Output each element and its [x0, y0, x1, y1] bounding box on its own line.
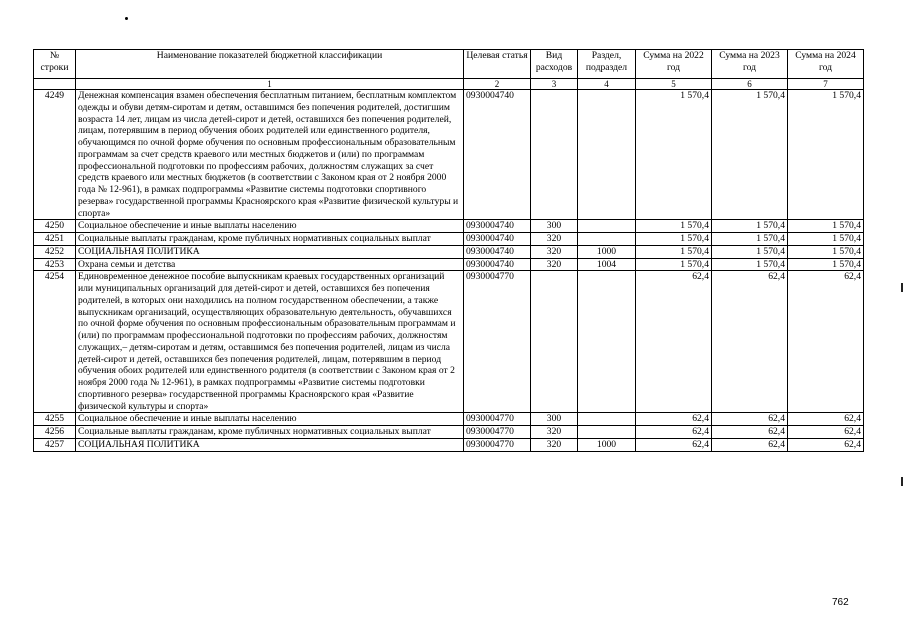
- cell-section: [578, 90, 636, 220]
- cell-name: Социальные выплаты гражданам, кроме публичных нормативных социальных выплат: [76, 426, 464, 439]
- cell-section: 1000: [578, 438, 636, 451]
- cell-type: 300: [531, 413, 578, 426]
- cell-sum-2023: 1 570,4: [712, 90, 788, 220]
- cell-sum-2022: 1 570,4: [636, 90, 712, 220]
- cell-section: [578, 426, 636, 439]
- cell-sum-2024: 1 570,4: [788, 90, 864, 220]
- scan-dot: [125, 17, 128, 20]
- cell-sum-2022: 1 570,4: [636, 220, 712, 233]
- table-row: [34, 271, 864, 413]
- table-row: [34, 233, 864, 246]
- cell-sum-2022: 1 570,4: [636, 245, 712, 258]
- cell-row-no: 4256: [34, 426, 76, 439]
- table-row: [34, 426, 864, 439]
- cell-type: [531, 271, 578, 413]
- cell-name: Социальное обеспечение и иные выплаты населению: [76, 220, 464, 233]
- cell-name: Социальное обеспечение и иные выплаты населению: [76, 413, 464, 426]
- table-row: [34, 245, 864, 258]
- cell-row-no: 4255: [34, 413, 76, 426]
- column-number-row: [34, 79, 864, 90]
- cell-sum-2024: 62,4: [788, 438, 864, 451]
- cell-section: [578, 271, 636, 413]
- cell-name: СОЦИАЛЬНАЯ ПОЛИТИКА: [76, 245, 464, 258]
- cell-row-no: 4257: [34, 438, 76, 451]
- cell-sum-2023: 1 570,4: [712, 220, 788, 233]
- cell-sum-2024: 62,4: [788, 413, 864, 426]
- cell-sum-2022: 1 570,4: [636, 258, 712, 271]
- cell-row-no: 4250: [34, 220, 76, 233]
- cell-sum-2023: 62,4: [712, 438, 788, 451]
- cell-sum-2022: 62,4: [636, 413, 712, 426]
- cell-name: Социальные выплаты гражданам, кроме публичных нормативных социальных выплат: [76, 233, 464, 246]
- cell-target: 0930004740: [464, 90, 531, 220]
- cell-target: 0930004740: [464, 258, 531, 271]
- cell-sum-2023: 1 570,4: [712, 258, 788, 271]
- table-row: [34, 220, 864, 233]
- cell-type: [531, 90, 578, 220]
- cell-target: 0930004740: [464, 245, 531, 258]
- cell-type: 320: [531, 258, 578, 271]
- cell-sum-2023: 1 570,4: [712, 233, 788, 246]
- table-row: [34, 438, 864, 451]
- header-row: [34, 50, 864, 79]
- header-name: Наименование показателей бюджетной классификации: [76, 50, 464, 79]
- header-sum-2022: Сумма на 2022 год: [636, 50, 712, 79]
- cell-sum-2024: 1 570,4: [788, 220, 864, 233]
- cell-sum-2023: 62,4: [712, 271, 788, 413]
- cell-section: [578, 413, 636, 426]
- cell-sum-2024: 62,4: [788, 271, 864, 413]
- table-row: [34, 90, 864, 220]
- header-type: Вид расходов: [531, 50, 578, 79]
- page-number: 762: [832, 597, 849, 608]
- scan-edge-mark-bottom: [901, 477, 903, 486]
- cell-target: 0930004770: [464, 413, 531, 426]
- column-number: 3: [531, 79, 578, 90]
- cell-name: Охрана семьи и детства: [76, 258, 464, 271]
- cell-type: 320: [531, 233, 578, 246]
- header-sum-2023: Сумма на 2023 год: [712, 50, 788, 79]
- table-row: [34, 413, 864, 426]
- cell-row-no: 4254: [34, 271, 76, 413]
- cell-sum-2024: 62,4: [788, 426, 864, 439]
- cell-sum-2024: 1 570,4: [788, 245, 864, 258]
- column-number: [34, 79, 76, 90]
- cell-name: Денежная компенсация взамен обеспечения бесплатным питанием, бесплатным комплектом одежды и обуви детям-сиротам и детям, оставшимся без попечения родителей, достигшим возраста 14 лет, лицам из числа детей-сирот и детей, оставшихся без попечения родителей, лицам, потерявшим в период обучения обоих родителей или единственного родителя, обучающимся по очной форме обучения по основным профессиональным образовательным программам за счет средств краевого или местных бюджетов и (или) по программам профессиональной подготовки по профессиям рабочих, должностям служащих за счет средств краевого или местных бюджетов (в соответствии с Законом края от 2 ноября 2000 года № 12-961), в рамках подпрограммы «Развитие системы подготовки спортивного резерва» государственной программы Красноярского края «Развитие физической культуры и спорта»: [76, 90, 464, 220]
- cell-row-no: 4252: [34, 245, 76, 258]
- cell-row-no: 4251: [34, 233, 76, 246]
- cell-sum-2024: 1 570,4: [788, 258, 864, 271]
- cell-sum-2022: 62,4: [636, 438, 712, 451]
- cell-sum-2023: 1 570,4: [712, 245, 788, 258]
- column-number: 2: [464, 79, 531, 90]
- header-section: Раздел, подраздел: [578, 50, 636, 79]
- scan-edge-mark-top: [901, 283, 903, 292]
- table-row: [34, 258, 864, 271]
- header-sum-2024: Сумма на 2024 год: [788, 50, 864, 79]
- cell-type: 320: [531, 245, 578, 258]
- column-number: 4: [578, 79, 636, 90]
- cell-type: 320: [531, 426, 578, 439]
- header-row-no: № строки: [34, 50, 76, 79]
- cell-sum-2023: 62,4: [712, 413, 788, 426]
- cell-type: 320: [531, 438, 578, 451]
- cell-section: 1000: [578, 245, 636, 258]
- column-number: 5: [636, 79, 712, 90]
- column-number: 1: [76, 79, 464, 90]
- cell-target: 0930004770: [464, 426, 531, 439]
- budget-table: [33, 49, 864, 452]
- cell-name: Единовременное денежное пособие выпускникам краевых государственных организаций или муниципальных организаций для детей-сирот и детей, оставшихся без попечения родителей, в которых они находились на полном государственном обеспечении, а также выпускникам организаций, осуществляющих образовательную деятельность, обучавшихся по очной форме обучения по основным профессиональным образовательным программам и (или) по программам профессиональной подготовки по профессиям рабочих, должностям служащих,– детям-сиротам и детям, оставшимся без попечения родителей, лицам из числа детей-сирот и детей, оставшихся без попечения родителей, лицам, потерявшим в период обучения обоих родителей или единственного родителя (в соответствии с Законом края от 2 ноября 2000 года № 12-961), в рамках подпрограммы «Развитие системы подготовки спортивного резерва» государственной программы Красноярского края «Развитие физической культуры и спорта»: [76, 271, 464, 413]
- column-number: 6: [712, 79, 788, 90]
- cell-row-no: 4253: [34, 258, 76, 271]
- cell-name: СОЦИАЛЬНАЯ ПОЛИТИКА: [76, 438, 464, 451]
- cell-sum-2022: 1 570,4: [636, 233, 712, 246]
- cell-section: [578, 220, 636, 233]
- cell-sum-2024: 1 570,4: [788, 233, 864, 246]
- cell-section: 1004: [578, 258, 636, 271]
- cell-target: 0930004770: [464, 438, 531, 451]
- cell-sum-2022: 62,4: [636, 426, 712, 439]
- cell-sum-2023: 62,4: [712, 426, 788, 439]
- cell-type: 300: [531, 220, 578, 233]
- cell-target: 0930004740: [464, 233, 531, 246]
- cell-target: 0930004770: [464, 271, 531, 413]
- cell-row-no: 4249: [34, 90, 76, 220]
- header-target: Целевая статья: [464, 50, 531, 79]
- cell-section: [578, 233, 636, 246]
- cell-target: 0930004740: [464, 220, 531, 233]
- column-number: 7: [788, 79, 864, 90]
- cell-sum-2022: 62,4: [636, 271, 712, 413]
